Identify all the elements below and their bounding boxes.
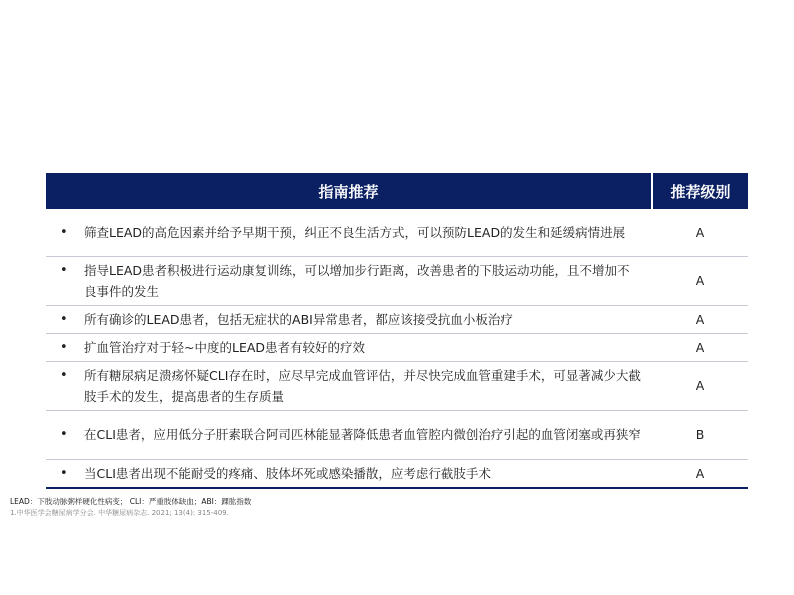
recommendation-cell <box>46 256 652 305</box>
recommendation-cell <box>46 209 652 256</box>
recommendation-text: 所有糖尿病足溃疡怀疑CLI存在时，应尽早完成血管评估，并尽快完成血管重建手术，可显著减少大截肢手术的发生，提高患者的生存质量 <box>84 367 641 404</box>
bullet-icon: • <box>60 262 68 278</box>
recommendation-cell <box>46 361 652 410</box>
recommendation-text: 在CLI患者，应用低分子肝素联合阿司匹林能显著降低患者血管腔内微创治疗引起的血管闭塞或再狭窄 <box>84 427 641 442</box>
grade-cell: A <box>652 256 748 305</box>
recommendation-cell <box>46 459 652 488</box>
bullet-icon: • <box>60 339 68 355</box>
recommendation-text: 所有确诊的LEAD患者，包括无症状的ABI异常患者，都应该接受抗血小板治疗 <box>84 311 513 327</box>
grade-cell: A <box>652 333 748 361</box>
recommendation-cell <box>46 305 652 333</box>
recommendation-text: 扩血管治疗对于轻~中度的LEAD患者有较好的疗效 <box>84 339 366 355</box>
table-row <box>46 459 748 488</box>
recommendation-text: 当CLI患者出现不能耐受的疼痛、肢体坏死或感染播散，应考虑行截肢手术 <box>84 465 491 481</box>
reference-footnote: 1.中华医学会糖尿病学分会. 中华糖尿病杂志. 2021; 13(4): 315-409. <box>10 509 229 517</box>
guideline-recommendation-table <box>46 173 748 489</box>
bullet-icon: • <box>60 427 68 442</box>
recommendation-cell <box>46 333 652 361</box>
table-row <box>46 333 748 361</box>
bullet-icon: • <box>60 367 68 383</box>
header-recommendation: 指南推荐 <box>46 173 652 209</box>
recommendation-text: 筛查LEAD的高危因素并给予早期干预，纠正不良生活方式，可以预防LEAD的发生和延缓病情进展 <box>84 224 626 240</box>
grade-cell: A <box>652 459 748 488</box>
grade-cell: A <box>652 209 748 256</box>
bullet-icon: • <box>60 465 68 481</box>
bullet-icon: • <box>60 224 68 240</box>
recommendation-cell <box>46 410 652 459</box>
table-row <box>46 209 748 256</box>
grade-cell: B <box>652 410 748 459</box>
table-header-row <box>46 173 748 209</box>
recommendation-text: 指导LEAD患者积极进行运动康复训练，可以增加步行距离，改善患者的下肢运动功能，且不增加不良事件的发生 <box>84 262 630 299</box>
grade-cell: A <box>652 305 748 333</box>
header-grade: 推荐级别 <box>652 173 748 209</box>
bullet-icon: • <box>60 311 68 327</box>
table-row <box>46 305 748 333</box>
grade-cell: A <box>652 361 748 410</box>
table-row <box>46 361 748 410</box>
table-row <box>46 410 748 459</box>
table-row <box>46 256 748 305</box>
abbreviation-footnote: LEAD：下肢动脉粥样硬化性病变； CLI：严重肢体缺血；ABI：踝肱指数 <box>10 497 252 506</box>
